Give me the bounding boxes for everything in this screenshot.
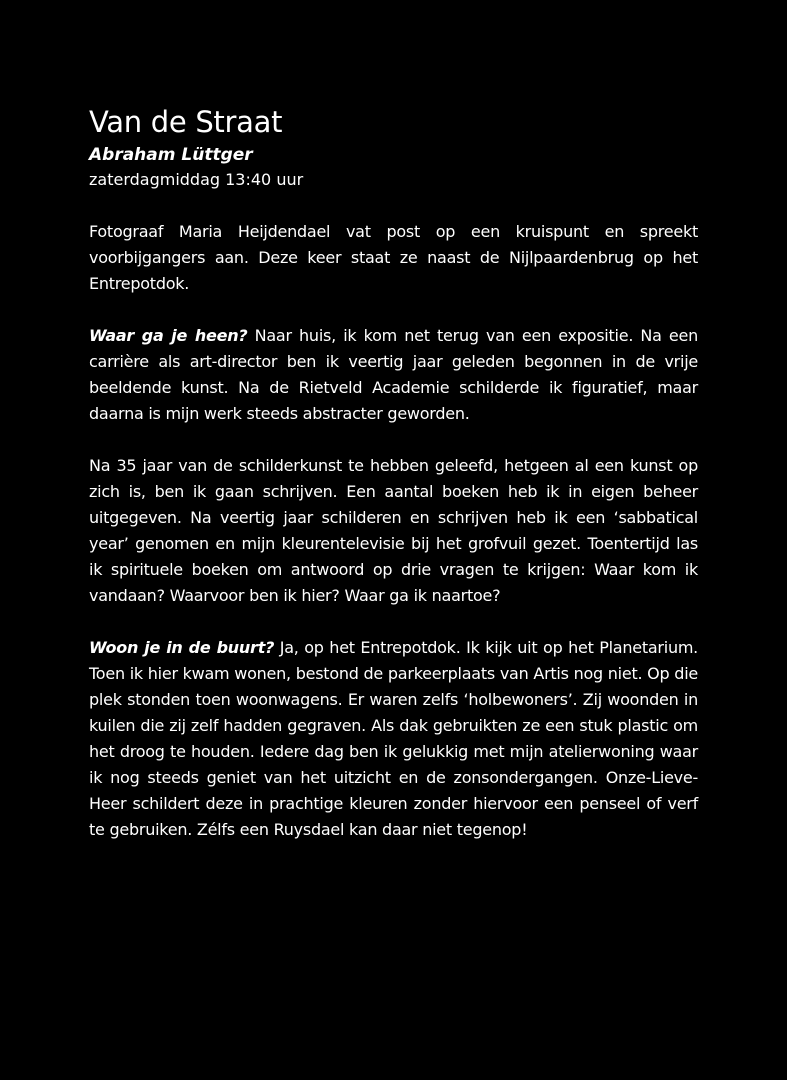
author-name: Abraham Lüttger [89, 145, 253, 165]
question-answer-2 [89, 635, 698, 843]
intro-paragraph: Fotograaf Maria Heijdendael vat post op een kruispunt en spreekt voorbijgangers aan. Deze keer staat ze naast de Nijlpaardenbrug op het Entrepotdok. [89, 222, 698, 293]
question-answer-1 [89, 323, 698, 427]
paragraph-3: Na 35 jaar van de schilderkunst te hebben geleefd, hetgeen al een kunst op zich is, ben ik gaan schrijven. Een aantal boeken heb ik in eigen beheer uitgegeven. Na veertig jaar schilderen en schrijven heb ik een ‘sabbatical year’ genomen en mijn kleurentelevisie bij het grofvuil gezet. Toentertijd las ik spirituele boeken om antwoord op drie vragen te krijgen: Waar kom ik vandaan? Waarvoor ben ik hier? Waar ga ik naartoe? [89, 456, 698, 605]
timestamp: zaterdagmiddag 13:40 uur [89, 170, 304, 189]
answer-2: Ja, op het Entrepotdok. Ik kijk uit op het Planetarium. Toen ik hier kwam wonen, bestond de parkeerplaats van Artis nog niet. Op die plek stonden toen woonwagens. Er waren zelfs ‘holbewoners’. Zij woonden in kuilen die zij zelf hadden gegraven. Als dak gebruikten ze een stuk plastic om het droog te houden. Iedere dag ben ik gelukkig met mijn atelierwoning waar ik nog steeds geniet van het uitzicht en de zonsondergangen. Onze-Lieve-Heer schildert deze in prachtige kleuren zonder hiervoor een penseel of verf te gebruiken. Zélfs een Ruysdael kan daar niet tegenop! [89, 638, 699, 839]
article-title: Van de Straat [89, 105, 283, 139]
question-2: Woon je in de buurt? [89, 638, 275, 657]
answer-1: Naar huis, ik kom net terug van een expositie. Na een carrière als art-director ben ik veertig jaar geleden begonnen in de vrije beeldende kunst. Na de Rietveld Academie schilderde ik figuratief, maar daarna is mijn werk steeds abstracter geworden. [89, 326, 699, 423]
question-1: Waar ga je heen? [89, 326, 248, 345]
article [89, 104, 698, 843]
